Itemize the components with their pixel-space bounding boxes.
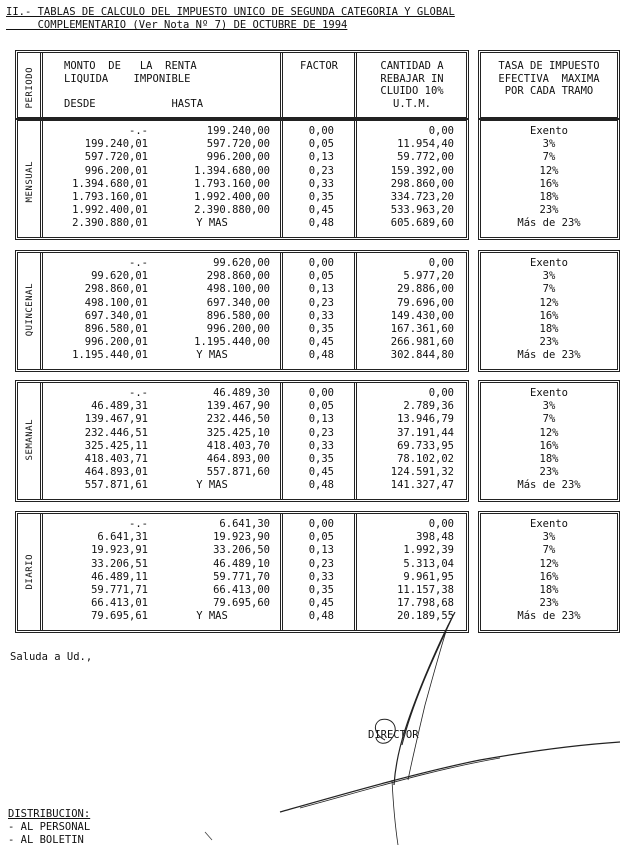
factor-cell: 0,48 — [308, 479, 334, 492]
factor-cell: 0,45 — [308, 336, 334, 349]
tasa-cell: 12% — [539, 426, 559, 439]
tasa-cell: 16% — [539, 570, 559, 583]
desde-cell: 6.641,31 — [97, 531, 148, 544]
desde-cell: 557.871,61 — [84, 479, 148, 492]
tasa-cell: 18% — [539, 584, 559, 596]
tasa-cell: 18% — [539, 191, 559, 203]
tasa-cell: 12% — [539, 557, 559, 570]
cantidad-cell: 141.327,47 — [390, 479, 454, 492]
cantidad-cell: 2.789,36 — [403, 400, 454, 413]
factor-cell: 0,35 — [308, 323, 334, 335]
desde-cell: 46.489,31 — [91, 400, 148, 413]
tasa-cell: 23% — [539, 204, 559, 217]
tasa-cell: 7% — [542, 283, 556, 296]
hasta-cell: Y MAS — [196, 217, 228, 230]
hasta-cell: 1.394.680,00 — [194, 164, 270, 177]
desde-cell: 498.100,01 — [84, 296, 148, 309]
factor-cell: 0,23 — [308, 164, 334, 177]
factor-cell: 0,35 — [308, 584, 334, 596]
hasta-cell: 498.100,00 — [206, 283, 270, 296]
hasta-cell: Y MAS — [196, 610, 228, 623]
tasa-cell: Más de 23% — [517, 479, 581, 492]
cantidad-cell: 5.313,04 — [403, 557, 454, 570]
cantidad-cell: 69.733,95 — [397, 439, 454, 452]
distribucion-heading: DISTRIBUCION: — [8, 808, 91, 820]
periodo-label: QUINCENAL — [25, 283, 35, 337]
tasa-cell: Exento — [530, 257, 568, 269]
factor-cell: 0,23 — [308, 557, 334, 570]
hasta-cell: 996.200,00 — [206, 323, 270, 335]
desde-cell: 46.489,11 — [91, 570, 148, 583]
periodo-label: MENSUAL — [25, 161, 35, 203]
hasta-cell: Y MAS — [196, 479, 228, 492]
desde-cell: -.- — [129, 518, 148, 530]
desde-cell: 597.720,01 — [84, 151, 148, 164]
hasta-cell: 79.695,60 — [213, 597, 270, 610]
tasa-cell: 3% — [542, 400, 556, 413]
desde-cell: -.- — [129, 125, 148, 137]
hasta-cell: 46.489,10 — [213, 557, 270, 570]
cantidad-cell: 17.798,68 — [397, 597, 454, 610]
hasta-cell: 139.467,90 — [206, 400, 270, 413]
tasa-cell: 7% — [542, 544, 556, 557]
cantidad-cell: 1.992,39 — [403, 544, 454, 557]
hasta-cell: 46.489,30 — [213, 387, 270, 399]
desde-cell: 66.413,01 — [91, 597, 148, 610]
hasta-cell: 325.425,10 — [206, 426, 270, 439]
periodo-label: SEMANAL — [25, 419, 35, 461]
tasa-cell: 16% — [539, 439, 559, 452]
cantidad-cell: 59.772,00 — [397, 151, 454, 164]
factor-cell: 0,48 — [308, 610, 334, 623]
hasta-cell: Y MAS — [196, 349, 228, 362]
factor-cell: 0,35 — [308, 191, 334, 203]
hasta-cell: 66.413,00 — [213, 584, 270, 596]
hasta-cell: 99.620,00 — [213, 257, 270, 269]
cantidad-cell: 20.189,55 — [397, 610, 454, 623]
tasa-cell: 23% — [539, 336, 559, 349]
factor-cell: 0,23 — [308, 296, 334, 309]
tasa-cell: 3% — [542, 270, 556, 283]
factor-cell: 0,13 — [308, 544, 334, 557]
hasta-cell: 1.992.400,00 — [194, 191, 270, 203]
factor-cell: 0,45 — [308, 597, 334, 610]
tasa-cell: 12% — [539, 296, 559, 309]
desde-cell: 464.893,01 — [84, 466, 148, 479]
hasta-cell: 1.793.160,00 — [194, 177, 270, 190]
tasa-cell: 16% — [539, 309, 559, 322]
cantidad-cell: 266.981,60 — [390, 336, 454, 349]
cantidad-cell: 79.696,00 — [397, 296, 454, 309]
closing-text: Saluda a Ud., — [10, 651, 93, 663]
desde-cell: 79.695,61 — [91, 610, 148, 623]
distribucion-item: - AL BOLETIN — [8, 834, 84, 846]
tasa-cell: 3% — [542, 531, 556, 544]
desde-cell: 99.620,01 — [91, 270, 148, 283]
factor-cell: 0,00 — [308, 125, 334, 137]
factor-cell: 0,13 — [308, 413, 334, 426]
cantidad-cell: 0,00 — [428, 518, 454, 530]
desde-cell: 418.403,71 — [84, 453, 148, 465]
desde-cell: 298.860,01 — [84, 283, 148, 296]
desde-cell: 2.390.880,01 — [72, 217, 148, 230]
desde-cell: 996.200,01 — [84, 336, 148, 349]
tasa-cell: 16% — [539, 177, 559, 190]
hasta-cell: 6.641,30 — [219, 518, 270, 530]
cantidad-cell: 11.157,38 — [397, 584, 454, 596]
desde-cell: 1.992.400,01 — [72, 204, 148, 217]
tasa-cell: Más de 23% — [517, 610, 581, 623]
hasta-cell: 557.871,60 — [206, 466, 270, 479]
header-tasa: TASA DE IMPUESTO EFECTIVA MAXIMA POR CADA TRAMO — [498, 60, 600, 97]
factor-cell: 0,35 — [308, 453, 334, 465]
periodo-label: DIARIO — [25, 554, 35, 590]
tasa-cell: Más de 23% — [517, 349, 581, 362]
tasa-cell: 7% — [542, 151, 556, 164]
factor-cell: 0,05 — [308, 400, 334, 413]
cantidad-cell: 298.860,00 — [390, 177, 454, 190]
factor-cell: 0,33 — [308, 309, 334, 322]
factor-cell: 0,48 — [308, 349, 334, 362]
header-factor: FACTOR — [300, 60, 338, 72]
tasa-cell: Exento — [530, 387, 568, 399]
tasa-cell: 18% — [539, 323, 559, 335]
hasta-cell: 697.340,00 — [206, 296, 270, 309]
hasta-cell: 597.720,00 — [206, 138, 270, 151]
desde-cell: 139.467,91 — [84, 413, 148, 426]
hasta-cell: 19.923,90 — [213, 531, 270, 544]
hasta-cell: 996.200,00 — [206, 151, 270, 164]
cantidad-cell: 9.961,95 — [403, 570, 454, 583]
tasa-cell: Exento — [530, 125, 568, 137]
title-line-1: II.- TABLAS DE CALCULO DEL IMPUESTO UNICO DE SEGUNDA CATEGORIA Y GLOBAL — [6, 6, 455, 18]
desde-cell: 1.195.440,01 — [72, 349, 148, 362]
cantidad-cell: 159.392,00 — [390, 164, 454, 177]
hasta-cell: 418.403,70 — [206, 439, 270, 452]
factor-cell: 0,00 — [308, 518, 334, 530]
desde-cell: 19.923,91 — [91, 544, 148, 557]
cantidad-cell: 334.723,20 — [390, 191, 454, 203]
cantidad-cell: 149.430,00 — [390, 309, 454, 322]
hasta-cell: 896.580,00 — [206, 309, 270, 322]
hasta-cell: 199.240,00 — [206, 125, 270, 137]
factor-cell: 0,00 — [308, 257, 334, 269]
factor-cell: 0,13 — [308, 151, 334, 164]
cantidad-cell: 0,00 — [428, 257, 454, 269]
desde-cell: 199.240,01 — [84, 138, 148, 151]
tasa-cell: 23% — [539, 466, 559, 479]
factor-cell: 0,05 — [308, 138, 334, 151]
cantidad-cell: 0,00 — [428, 125, 454, 137]
factor-cell: 0,45 — [308, 466, 334, 479]
factor-cell: 0,33 — [308, 439, 334, 452]
factor-cell: 0,13 — [308, 283, 334, 296]
signature-title: DIRECTOR — [368, 729, 419, 741]
factor-cell: 0,33 — [308, 177, 334, 190]
hasta-cell: 298.860,00 — [206, 270, 270, 283]
hasta-cell: 464.893,00 — [206, 453, 270, 465]
factor-cell: 0,00 — [308, 387, 334, 399]
factor-cell: 0,48 — [308, 217, 334, 230]
factor-cell: 0,05 — [308, 270, 334, 283]
tasa-cell: 7% — [542, 413, 556, 426]
desde-cell: 1.394.680,01 — [72, 177, 148, 190]
cantidad-cell: 13.946,79 — [397, 413, 454, 426]
tasa-cell: 12% — [539, 164, 559, 177]
desde-cell: -.- — [129, 257, 148, 269]
factor-cell: 0,05 — [308, 531, 334, 544]
factor-cell: 0,33 — [308, 570, 334, 583]
distribucion-item: - AL PERSONAL — [8, 821, 91, 833]
header-periodo: PERIODO — [25, 67, 35, 109]
desde-cell: 325.425,11 — [84, 439, 148, 452]
cantidad-cell: 167.361,60 — [390, 323, 454, 335]
desde-cell: 896.580,01 — [84, 323, 148, 335]
cantidad-cell: 29.886,00 — [397, 283, 454, 296]
desde-cell: 1.793.160,01 — [72, 191, 148, 203]
hasta-cell: 232.446,50 — [206, 413, 270, 426]
cantidad-cell: 302.844,80 — [390, 349, 454, 362]
title-line-2: COMPLEMENTARIO (Ver Nota Nº 7) DE OCTUBRE DE 1994 — [6, 19, 348, 31]
header-cantidad: CANTIDAD A REBAJAR IN CLUIDO 10% U.T.M. — [380, 60, 444, 110]
hasta-cell: 2.390.880,00 — [194, 204, 270, 217]
desde-cell: 232.446,51 — [84, 426, 148, 439]
cantidad-cell: 533.963,20 — [390, 204, 454, 217]
tasa-cell: 18% — [539, 453, 559, 465]
desde-cell: 697.340,01 — [84, 309, 148, 322]
factor-cell: 0,45 — [308, 204, 334, 217]
cantidad-cell: 398,48 — [416, 531, 454, 544]
desde-cell: 996.200,01 — [84, 164, 148, 177]
hasta-cell: 1.195.440,00 — [194, 336, 270, 349]
header-monto: MONTO DE LA RENTA LIQUIDA IMPONIBLE DESDE HASTA — [64, 60, 204, 110]
factor-cell: 0,23 — [308, 426, 334, 439]
tasa-cell: Más de 23% — [517, 217, 581, 230]
hasta-cell: 59.771,70 — [213, 570, 270, 583]
cantidad-cell: 11.954,40 — [397, 138, 454, 151]
tasa-cell: 3% — [542, 138, 556, 151]
cantidad-cell: 37.191,44 — [397, 426, 454, 439]
hasta-cell: 33.206,50 — [213, 544, 270, 557]
desde-cell: -.- — [129, 387, 148, 399]
tasa-cell: 23% — [539, 597, 559, 610]
desde-cell: 33.206,51 — [91, 557, 148, 570]
cantidad-cell: 124.591,32 — [390, 466, 454, 479]
cantidad-cell: 78.102,02 — [397, 453, 454, 465]
cantidad-cell: 605.689,60 — [390, 217, 454, 230]
desde-cell: 59.771,71 — [91, 584, 148, 596]
cantidad-cell: 0,00 — [428, 387, 454, 399]
tasa-cell: Exento — [530, 518, 568, 530]
cantidad-cell: 5.977,20 — [403, 270, 454, 283]
